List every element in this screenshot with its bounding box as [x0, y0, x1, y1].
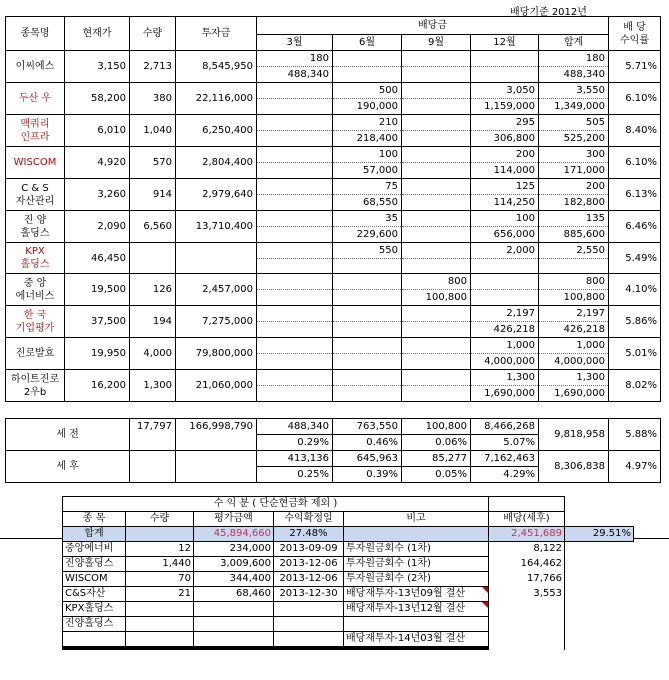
posttax-label: 세 후: [6, 451, 130, 483]
header-name: 종목명: [6, 17, 65, 51]
div-q12: 1,300: [471, 370, 539, 386]
profit-row-eval: 344,400: [194, 572, 274, 587]
div-q9: [402, 147, 471, 163]
dividend-table: [5, 16, 661, 402]
div-q6: 500: [333, 83, 402, 99]
stock-row: [6, 83, 661, 99]
div-q3-amount: [257, 99, 333, 115]
div-q9-amount: [402, 386, 471, 402]
stock-qty: [130, 243, 176, 274]
div-q3: [257, 147, 333, 163]
div-q12-amount: 114,000: [471, 163, 539, 179]
stock-qty: 126: [130, 274, 176, 306]
div-total: 200: [539, 179, 609, 195]
div-q6-amount: [333, 67, 402, 83]
div-q6-amount: [333, 322, 402, 338]
div-total-amount: 182,800: [539, 195, 609, 211]
stock-row: [6, 338, 661, 354]
profit-row-div: [489, 649, 565, 650]
div-q6: [333, 338, 402, 354]
profit-row: [63, 632, 634, 647]
div-q3: [257, 115, 333, 131]
pretax-q12-pct: 5.07%: [471, 435, 539, 451]
div-q3-amount: [257, 290, 333, 306]
div-total: 300: [539, 147, 609, 163]
div-q9-amount: 100,800: [402, 290, 471, 306]
profit-row-note: [344, 617, 489, 632]
profit-row-name: [63, 632, 126, 647]
profit-summary-div-rate: 29.51%: [565, 527, 634, 542]
profit-row: [63, 617, 634, 632]
header-invest: 투자금: [176, 17, 257, 51]
stock-row: [6, 115, 661, 131]
profit-row-date: [274, 602, 344, 617]
stock-yield: 4.10%: [609, 274, 661, 306]
div-q9: [402, 179, 471, 195]
profit-row-eval: [194, 602, 274, 617]
stock-yield: 5.86%: [609, 306, 661, 338]
header-total: 합계: [539, 35, 609, 51]
posttax-q12: 7,162,463: [471, 451, 539, 467]
div-q9-amount: [402, 67, 471, 83]
profit-row-div: [489, 617, 565, 632]
profit-row-note: 배당재투자-14년03월 결산: [344, 632, 489, 647]
stock-qty: 380: [130, 83, 176, 115]
stock-row: [6, 51, 661, 67]
profit-row-qty: [126, 602, 194, 617]
div-q9: [402, 115, 471, 131]
stock-yield: 6.46%: [609, 211, 661, 243]
stock-qty: 1,300: [130, 370, 176, 402]
stock-price: 19,500: [65, 274, 130, 306]
profit-row-date: [274, 617, 344, 632]
stock-invest: 7,275,000: [176, 306, 257, 338]
stock-qty: 570: [130, 147, 176, 179]
div-q3: [257, 83, 333, 99]
div-q12-amount: [471, 67, 539, 83]
posttax-q12-pct: 4.29%: [471, 467, 539, 483]
stock-name: 맥쿼리 인프라: [6, 115, 65, 147]
profit-row-note: 배당재투자-13년09월 결산: [344, 587, 489, 602]
profit-header-note: 비고: [344, 512, 489, 527]
stock-invest: 8,545,950: [176, 51, 257, 83]
profit-summary-rate: 27.48%: [274, 527, 344, 542]
div-q12: 125: [471, 179, 539, 195]
stock-row: [6, 211, 661, 227]
profit-row-eval: [194, 617, 274, 632]
stock-price: 3,150: [65, 51, 130, 83]
div-total: 1,000: [539, 338, 609, 354]
stock-invest: 22,116,000: [176, 83, 257, 115]
profit-row-date: [274, 649, 344, 650]
div-q9: [402, 51, 471, 67]
stock-invest: 2,804,400: [176, 147, 257, 179]
profit-row-qty: 1,440: [126, 557, 194, 572]
div-total: 180: [539, 51, 609, 67]
header-yield: 배 당 수익률: [609, 17, 661, 51]
div-q9: 800: [402, 274, 471, 290]
div-total: 2,550: [539, 243, 609, 259]
posttax-yield: 4.97%: [609, 451, 661, 483]
pretax-q12: 8,466,268: [471, 419, 539, 435]
header-qty: 수량: [130, 17, 176, 51]
div-total-amount: 885,600: [539, 227, 609, 243]
div-q9-amount: [402, 354, 471, 370]
posttax-total: 8,306,838: [539, 451, 609, 483]
div-q3-amount: [257, 131, 333, 147]
profit-row-date: 2013-12-06: [274, 572, 344, 587]
pretax-q6-pct: 0.46%: [333, 435, 402, 451]
pretax-label: 세 전: [6, 419, 130, 451]
div-total-amount: 171,000: [539, 163, 609, 179]
stock-yield: 6.10%: [609, 83, 661, 115]
stock-yield: 5.49%: [609, 243, 661, 274]
stock-price: 2,090: [65, 211, 130, 243]
profit-row-qty: 12: [126, 542, 194, 557]
div-q9: [402, 211, 471, 227]
div-q3-amount: [257, 354, 333, 370]
stock-price: 37,500: [65, 306, 130, 338]
profit-row-note: 투자원금회수 (1차): [344, 557, 489, 572]
div-q6: [333, 274, 402, 290]
div-q9-amount: [402, 259, 471, 274]
profit-summary-div: 2,451,689: [489, 527, 565, 542]
div-q9: [402, 243, 471, 259]
profit-row-div: 3,553: [489, 587, 565, 602]
profit-row: [63, 602, 634, 617]
stock-yield: 8.02%: [609, 370, 661, 402]
div-q3-amount: 488,340: [257, 67, 333, 83]
stock-invest: 21,060,000: [176, 370, 257, 402]
stock-name: 진 양 홀딩스: [6, 211, 65, 243]
stock-invest: 13,710,400: [176, 211, 257, 243]
div-q12: [471, 274, 539, 290]
stock-yield: 6.10%: [609, 147, 661, 179]
stock-name: C & S 자산관리: [6, 179, 65, 211]
div-q3-amount: [257, 386, 333, 402]
header-q3: 3월: [257, 35, 333, 51]
profit-row-qty: [126, 617, 194, 632]
profit-row-qty: [126, 649, 194, 650]
profit-row-date: 2013-12-30: [274, 587, 344, 602]
summary-row-extension-left: [0, 538, 62, 539]
stock-row: [6, 147, 661, 163]
totals-table: [5, 418, 661, 483]
profit-header-eval: 평가금액: [194, 512, 274, 527]
profit-row-eval: 3,009,600: [194, 557, 274, 572]
div-q6-amount: [333, 259, 402, 274]
stock-invest: [176, 243, 257, 274]
div-q12: 2,197: [471, 306, 539, 322]
div-total-amount: 1,349,000: [539, 99, 609, 115]
div-q9: [402, 306, 471, 322]
div-q6-amount: 229,600: [333, 227, 402, 243]
stock-qty: 2,713: [130, 51, 176, 83]
div-q6: 100: [333, 147, 402, 163]
div-q3-amount: [257, 227, 333, 243]
div-total-amount: 525,200: [539, 131, 609, 147]
stock-name: WISCOM: [6, 147, 65, 179]
div-total: 1,300: [539, 370, 609, 386]
div-q6-amount: 68,550: [333, 195, 402, 211]
stock-invest: 79,800,000: [176, 338, 257, 370]
profit-row: [63, 542, 634, 557]
profit-row-name: WISCOM: [63, 572, 126, 587]
profit-row-note: 투자원금회수 (2차): [344, 572, 489, 587]
posttax-q9: 85,277: [402, 451, 471, 467]
pretax-invest: 166,998,790: [176, 419, 257, 435]
div-q3: 180: [257, 51, 333, 67]
div-q6-amount: 57,000: [333, 163, 402, 179]
profit-row-date: [274, 632, 344, 647]
div-total-amount: 4,000,000: [539, 354, 609, 370]
profit-header-name: 종 목: [63, 512, 126, 527]
div-q6: 75: [333, 179, 402, 195]
profit-row-div: 17,766: [489, 572, 565, 587]
profit-row-div: [489, 632, 565, 647]
div-q12-amount: 1,690,000: [471, 386, 539, 402]
profit-summary-label: 합계: [63, 527, 126, 542]
stock-yield: 8.40%: [609, 115, 661, 147]
stock-name: 한 국 기업평가: [6, 306, 65, 338]
profit-row-eval: [194, 632, 274, 647]
stock-row: [6, 306, 661, 322]
div-total-amount: [539, 259, 609, 274]
div-q3: [257, 211, 333, 227]
stock-name: 두산 우: [6, 83, 65, 115]
stock-price: 16,200: [65, 370, 130, 402]
div-q3: [257, 370, 333, 386]
div-q6-amount: 218,400: [333, 131, 402, 147]
profit-row: [63, 557, 634, 572]
div-total: 2,197: [539, 306, 609, 322]
div-total-amount: 488,340: [539, 67, 609, 83]
div-q12-amount: 306,800: [471, 131, 539, 147]
profit-row: [63, 572, 634, 587]
profit-row-qty: 21: [126, 587, 194, 602]
div-q3: [257, 274, 333, 290]
profit-row-qty: [126, 632, 194, 647]
posttax-q3: 413,136: [257, 451, 333, 467]
stock-yield: 6.13%: [609, 179, 661, 211]
stock-name: KPX 홀딩스: [6, 243, 65, 274]
posttax-q9-pct: 0.05%: [402, 467, 471, 483]
div-q9-amount: [402, 195, 471, 211]
profit-row-name: KPX홀딩스: [63, 602, 126, 617]
div-q12: [471, 51, 539, 67]
div-q12-amount: 4,000,000: [471, 354, 539, 370]
div-q6: [333, 51, 402, 67]
stock-invest: 2,979,640: [176, 179, 257, 211]
profit-row-div: [489, 602, 565, 617]
div-q3-amount: [257, 163, 333, 179]
profit-row-name: C&S자산: [63, 587, 126, 602]
div-q9: [402, 370, 471, 386]
div-q12: 200: [471, 147, 539, 163]
div-q3-amount: [257, 259, 333, 274]
profit-row: [63, 649, 634, 650]
stock-invest: 6,250,400: [176, 115, 257, 147]
profit-row: [63, 587, 634, 602]
div-q6-amount: [333, 290, 402, 306]
div-total: 3,550: [539, 83, 609, 99]
div-q12: 295: [471, 115, 539, 131]
div-total-amount: 426,218: [539, 322, 609, 338]
profit-row-eval: [194, 649, 274, 650]
stock-price: 58,200: [65, 83, 130, 115]
div-q9-amount: [402, 163, 471, 179]
pretax-yield: 5.88%: [609, 419, 661, 451]
profit-summary-eval: 45,894,660: [194, 527, 274, 542]
div-q12: 2,000: [471, 243, 539, 259]
div-q12-amount: 426,218: [471, 322, 539, 338]
stock-qty: 4,000: [130, 338, 176, 370]
profit-header-date: 수익확정일: [274, 512, 344, 527]
stock-price: 6,010: [65, 115, 130, 147]
stock-qty: 6,560: [130, 211, 176, 243]
profit-header-div: 배당(세후): [489, 512, 565, 527]
profit-row-eval: 234,000: [194, 542, 274, 557]
div-q6: 550: [333, 243, 402, 259]
profit-row-name: [63, 649, 126, 650]
div-q12: 1,000: [471, 338, 539, 354]
div-q6-amount: [333, 354, 402, 370]
div-q3: [257, 306, 333, 322]
div-q9-amount: [402, 99, 471, 115]
div-q6-amount: 190,000: [333, 99, 402, 115]
profit-row-name: 진양홀딩스: [63, 557, 126, 572]
stock-name: 이씨에스: [6, 51, 65, 83]
div-q6: 35: [333, 211, 402, 227]
div-q12-amount: [471, 259, 539, 274]
header-q12: 12월: [471, 35, 539, 51]
pretax-q6: 763,550: [333, 419, 402, 435]
stock-name: 중 앙 에너비스: [6, 274, 65, 306]
div-q3: [257, 179, 333, 195]
div-q12-amount: 1,159,000: [471, 99, 539, 115]
stock-name: 하이트진로 2우b: [6, 370, 65, 402]
profit-title: 수 익 분 ( 단순현금화 제외 ): [63, 497, 489, 512]
pretax-q9: 100,800: [402, 419, 471, 435]
div-total-amount: 100,800: [539, 290, 609, 306]
stock-price: 4,920: [65, 147, 130, 179]
stock-yield: 5.71%: [609, 51, 661, 83]
profit-row-note: 배당재투자-13년12월 결산: [344, 602, 489, 617]
stock-name: 진로발효: [6, 338, 65, 370]
profit-row-qty: 70: [126, 572, 194, 587]
pretax-q3: 488,340: [257, 419, 333, 435]
posttax-q6: 645,963: [333, 451, 402, 467]
div-q6: 210: [333, 115, 402, 131]
base-year-caption: 배당기준 2012년: [510, 7, 587, 18]
div-q9-amount: [402, 322, 471, 338]
stock-price: 3,260: [65, 179, 130, 211]
profit-row-date: 2013-12-06: [274, 557, 344, 572]
profit-row-date: 2013-09-09: [274, 542, 344, 557]
div-q9: [402, 338, 471, 354]
div-q9-amount: [402, 131, 471, 147]
profit-row-div: 8,122: [489, 542, 565, 557]
stock-row: [6, 243, 661, 259]
profit-row-name: 중앙에너비: [63, 542, 126, 557]
div-total: 135: [539, 211, 609, 227]
stock-row: [6, 179, 661, 195]
profit-row-note: 투자원금회수 (1차): [344, 542, 489, 557]
header-price: 현재가: [65, 17, 130, 51]
div-total-amount: 1,690,000: [539, 386, 609, 402]
div-q12-amount: 656,000: [471, 227, 539, 243]
stock-yield: 5.01%: [609, 338, 661, 370]
div-q3-amount: [257, 322, 333, 338]
div-total: 800: [539, 274, 609, 290]
stock-price: 46,450: [65, 243, 130, 274]
div-q6: [333, 370, 402, 386]
header-q6: 6월: [333, 35, 402, 51]
div-q3: [257, 338, 333, 354]
stock-row: [6, 274, 661, 290]
pretax-q3-pct: 0.29%: [257, 435, 333, 451]
pretax-price: 17,797: [130, 419, 176, 435]
div-q9: [402, 83, 471, 99]
div-q6-amount: [333, 386, 402, 402]
stock-price: 19,950: [65, 338, 130, 370]
header-dividend: 배당금: [257, 17, 609, 35]
profit-row-note: [344, 649, 489, 650]
div-q9-amount: [402, 227, 471, 243]
div-q12-amount: [471, 290, 539, 306]
profit-row-name: 진양홀딩스: [63, 617, 126, 632]
pretax-total: 9,818,958: [539, 419, 609, 451]
stock-invest: 2,457,000: [176, 274, 257, 306]
stock-qty: 1,040: [130, 115, 176, 147]
stock-qty: 914: [130, 179, 176, 211]
div-q12: 100: [471, 211, 539, 227]
profit-row-div: 164,462: [489, 557, 565, 572]
posttax-q6-pct: 0.39%: [333, 467, 402, 483]
stock-row: [6, 370, 661, 386]
header-q9: 9월: [402, 35, 471, 51]
div-total: 505: [539, 115, 609, 131]
profit-row-eval: 68,460: [194, 587, 274, 602]
profit-header-qty: 수량: [126, 512, 194, 527]
div-q12: 3,050: [471, 83, 539, 99]
div-q3: [257, 243, 333, 259]
pretax-q9-pct: 0.06%: [402, 435, 471, 451]
div-q3-amount: [257, 195, 333, 211]
div-q12-amount: 114,250: [471, 195, 539, 211]
posttax-q3-pct: 0.25%: [257, 467, 333, 483]
div-q6: [333, 306, 402, 322]
profit-table: [62, 496, 634, 650]
stock-qty: 194: [130, 306, 176, 338]
